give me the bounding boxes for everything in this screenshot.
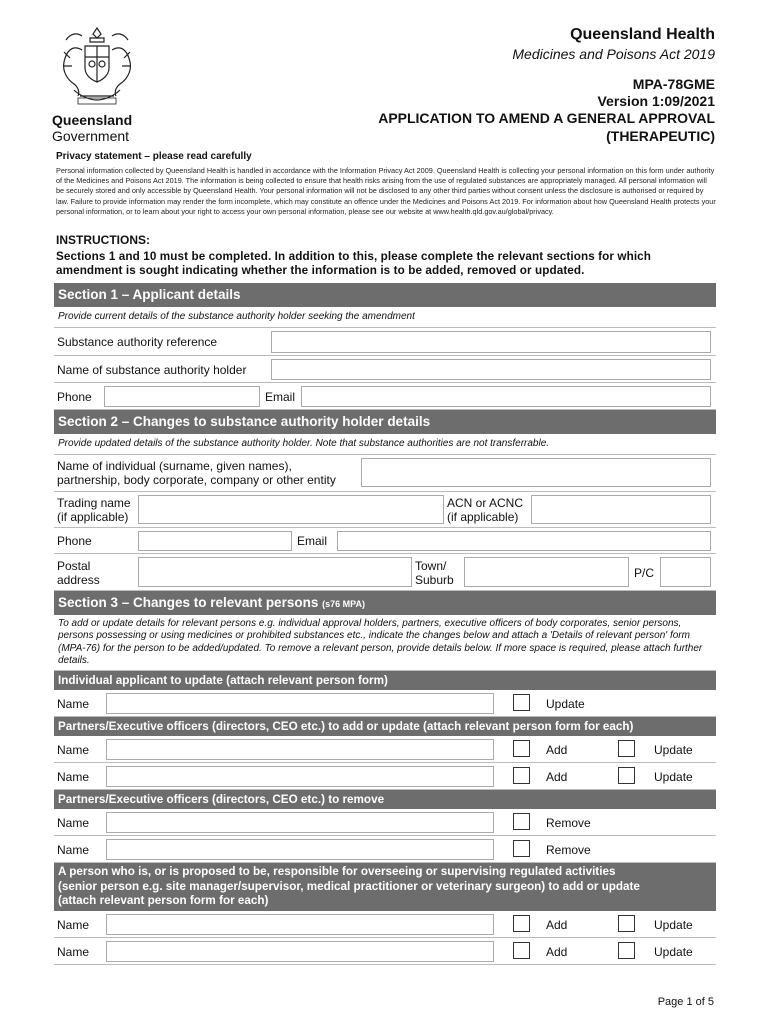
authority-holder-label: Name of substance authority holder (57, 363, 247, 377)
add-checkbox[interactable] (513, 740, 530, 757)
holder-name-label: Name of individual (surname, given names), partnership, body corporate, company or other entity (57, 459, 336, 487)
remove-checkbox[interactable] (513, 813, 530, 830)
individual-applicant-heading: Individual applicant to update (attach relevant person form) (54, 671, 716, 690)
application-form (54, 283, 716, 965)
partner-add-row (54, 736, 716, 763)
name-label: Name (57, 816, 90, 830)
authority-holder-row (54, 356, 716, 383)
trading-name-label: Trading name (if applicable) (57, 496, 131, 524)
section1-header: Section 1 – Applicant details (54, 283, 716, 307)
section1-phone-label: Phone (57, 390, 92, 404)
senior-person-heading (54, 863, 716, 911)
add-checkbox[interactable] (513, 942, 530, 959)
act-name: Medicines and Poisons Act 2019 (512, 46, 715, 62)
remove-label: Remove (546, 843, 591, 857)
section3-title-ref: (s76 MPA) (322, 599, 365, 609)
authority-holder-input[interactable] (271, 359, 711, 380)
senior-person-name-input[interactable] (106, 914, 494, 935)
name-label: Name (57, 770, 90, 784)
form-header (378, 26, 715, 145)
section1-email-input[interactable] (301, 386, 711, 407)
add-checkbox[interactable] (513, 767, 530, 784)
trading-name-input[interactable] (138, 495, 444, 524)
update-checkbox[interactable] (618, 740, 635, 757)
add-label: Add (546, 743, 568, 757)
name-label: Name (57, 945, 90, 959)
partner-name-input[interactable] (106, 766, 494, 787)
section2-contact-row (54, 528, 716, 554)
section2-phone-input[interactable] (138, 531, 292, 551)
update-label: Update (654, 743, 693, 757)
section1-phone-input[interactable] (104, 386, 260, 407)
section1-contact-row (54, 383, 716, 410)
section2-header: Section 2 – Changes to substance authority holder details (54, 410, 716, 434)
acn-input[interactable] (531, 495, 711, 524)
individual-applicant-row (54, 690, 716, 717)
town-label: Town/ Suburb (415, 559, 454, 587)
name-label: Name (57, 918, 90, 932)
update-checkbox[interactable] (513, 694, 530, 711)
instructions-text: Sections 1 and 10 must be completed. In addition to this, please complete the relevant sections for which amendment is sought indicating whether the information is to be added, removed or updated. (56, 250, 652, 277)
section2-email-input[interactable] (337, 531, 711, 551)
senior-heading-line2: (senior person e.g. site manager/supervisor, medical practitioner or veterinary surgeon) to add or update (58, 879, 640, 893)
section3-title: Section 3 – Changes to relevant persons (58, 595, 319, 610)
instructions-heading: INSTRUCTIONS: (56, 233, 150, 247)
senior-heading-line3: (attach relevant person form for each) (58, 894, 269, 907)
substance-authority-reference-input[interactable] (271, 331, 711, 353)
add-label: Add (546, 918, 568, 932)
update-checkbox[interactable] (618, 767, 635, 784)
form-code: MPA-78GME (632, 76, 715, 92)
acn-label: ACN or ACNC (if applicable) (447, 496, 524, 524)
section3-note: To add or update details for relevant persons e.g. individual approval holders, partners, executive officers of body corporates, senior persons, persons possessing or using medicines or prohibited substances etc., indicate the changes below and attach a 'Details of relevant person' form (MPA-76) for the person to be added/updated. To remove a relevant person, provide details below. If more space is required, please attach further details. (54, 615, 716, 671)
section2-phone-label: Phone (57, 534, 92, 548)
town-input[interactable] (464, 557, 629, 587)
postcode-label: P/C (634, 566, 655, 580)
queensland-coat-of-arms-icon (52, 20, 142, 110)
substance-authority-reference-row (54, 328, 716, 356)
queensland-government-logo (52, 20, 162, 148)
privacy-text: Personal information collected by Queensland Health is handled in accordance with the Information Privacy Act 2009. Queensland Health is collecting your personal information on this form under authority of the Medicines and Poisons Act 2019. The information is being collected to ensure that health risks arising from the use of regulated substances are appropriately managed. All personal information will be securely stored and only accessible by Queensland Health. Your personal information will not be disclosed to any other third parties without consent unless the disclosure is authorised or required by law. Failure to provide information may render the form incomplete, which may constitute an offence under the Medicines and Poisons Act 2019. For information about how Queensland Health protects your personal information, or to learn about your right to access your own personal information, please see our website at www.health.qld.gov.au/global/privacy. (56, 166, 716, 216)
holder-name-input[interactable] (361, 458, 711, 487)
logo-name-line1: Queensland (52, 112, 133, 128)
form-version: Version 1:09/2021 (597, 93, 715, 109)
senior-person-name-input[interactable] (106, 941, 494, 962)
logo-name-line2: Government (52, 128, 130, 144)
partner-name-input[interactable] (106, 739, 494, 760)
postal-address-row (54, 554, 716, 591)
partner-add-row (54, 763, 716, 790)
section3-header (54, 591, 716, 615)
add-checkbox[interactable] (513, 915, 530, 932)
partner-remove-name-input[interactable] (106, 839, 494, 860)
add-label: Add (546, 945, 568, 959)
name-label: Name (57, 843, 90, 857)
section1-note: Provide current details of the substance authority holder seeking the amendment (54, 307, 716, 328)
update-label: Update (654, 918, 693, 932)
senior-person-row (54, 938, 716, 965)
name-label: Name (57, 743, 90, 757)
postal-address-label: Postal address (57, 559, 100, 587)
update-label: Update (654, 770, 693, 784)
organisation-name: Queensland Health (570, 26, 715, 43)
partners-add-heading: Partners/Executive officers (directors, CEO etc.) to add or update (attach relevant person form for each) (54, 717, 716, 736)
add-label: Add (546, 770, 568, 784)
holder-name-row (54, 455, 716, 492)
form-title-line2: (THERAPEUTIC) (606, 128, 715, 144)
page-number: Page 1 of 5 (657, 996, 714, 1008)
update-checkbox[interactable] (618, 942, 635, 959)
partner-remove-name-input[interactable] (106, 812, 494, 833)
section2-email-label: Email (297, 534, 328, 548)
postcode-input[interactable] (660, 557, 711, 587)
section1-email-label: Email (265, 390, 296, 404)
partner-remove-row (54, 809, 716, 836)
remove-checkbox[interactable] (513, 840, 530, 857)
substance-authority-reference-label: Substance authority reference (57, 335, 218, 349)
trading-name-row (54, 492, 716, 528)
postal-address-input[interactable] (138, 557, 412, 587)
senior-heading-line1: A person who is, or is proposed to be, responsible for overseeing or supervising regulated activities (58, 865, 616, 878)
partner-remove-row (54, 836, 716, 863)
remove-label: Remove (546, 816, 591, 830)
name-label: Name (57, 697, 90, 711)
privacy-heading: Privacy statement – please read carefully (56, 151, 252, 162)
individual-name-input[interactable] (106, 693, 494, 714)
senior-person-row (54, 911, 716, 938)
update-label: Update (654, 945, 693, 959)
update-checkbox[interactable] (618, 915, 635, 932)
section2-note: Provide updated details of the substance authority holder. Note that substance authorities are not transferrable. (54, 434, 716, 455)
partners-remove-heading: Partners/Executive officers (directors, CEO etc.) to remove (54, 790, 716, 809)
form-title-line1: APPLICATION TO AMEND A GENERAL APPROVAL (378, 110, 715, 126)
update-label: Update (546, 697, 585, 711)
